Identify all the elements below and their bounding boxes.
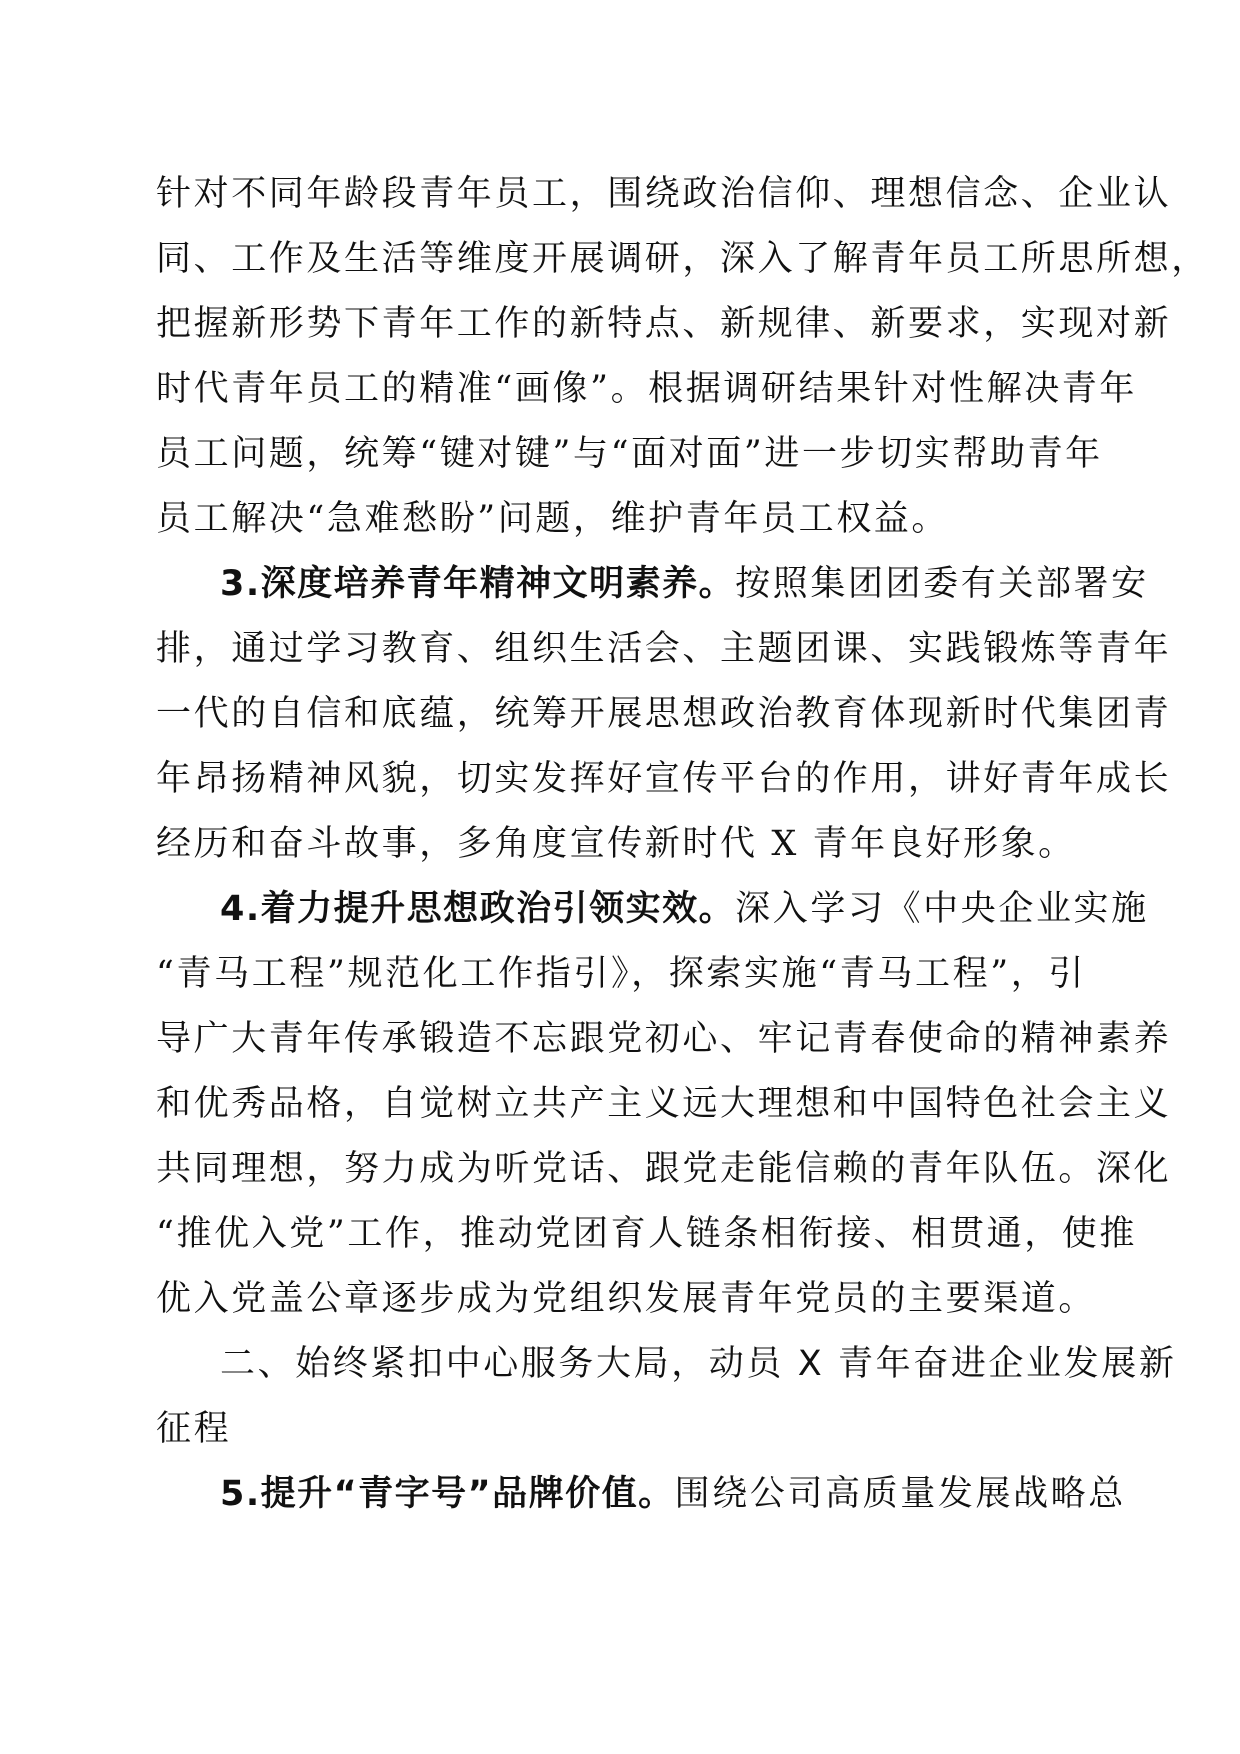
section-heading: 二、始终紧扣中心服务大局，动员 X 青年奋进企业发展新 [220,1344,1177,1384]
item-5-first-line-text: 围绕公司高质量发展战略总 [674,1474,1126,1514]
paragraph-line: 同、工作及生活等维度开展调研，深入了解青年员工所思所想， [156,239,1209,279]
section-heading-continued: 征程 [156,1409,232,1449]
paragraph-line: 员工问题，统筹“键对键”与“面对面”进一步切实帮助青年 [156,434,1103,474]
paragraph-line: 针对不同年龄段青年员工，围绕政治信仰、理想信念、企业认 [156,174,1172,214]
paragraph-line: 员工解决“急难愁盼”问题，维护青年员工权益。 [156,499,949,539]
item-3-title: 3.深度培养青年精神文明素养。 [220,564,736,604]
paragraph-line: 把握新形势下青年工作的新特点、新规律、新要求，实现对新 [156,304,1172,344]
paragraph-line: 经历和奋斗故事，多角度宣传新时代 X 青年良好形象。 [156,824,1076,864]
paragraph-line: 排，通过学习教育、组织生活会、主题团课、实践锻炼等青年 [156,629,1172,669]
paragraph-line: 和优秀品格，自觉树立共产主义远大理想和中国特色社会主义 [156,1084,1172,1124]
paragraph-line: 优入党盖公章逐步成为党组织发展青年党员的主要渠道。 [156,1279,1097,1319]
paragraph-line: 时代青年员工的精准“画像”。根据调研结果针对性解决青年 [156,369,1137,409]
item-3-first-line [220,562,1149,606]
paragraph-line: 一代的自信和底蕴，统筹开展思想政治教育体现新时代集团青 [156,694,1172,734]
item-5-first-line [220,1472,1126,1516]
paragraph-line: “青马工程”规范化工作指引》，探索实施“青马工程”，引 [156,954,1086,994]
item-5-title: 5.提升“青字号”品牌价值。 [220,1474,675,1514]
paragraph-line: 年昂扬精神风貌，切实发挥好宣传平台的作用，讲好青年成长 [156,759,1172,799]
item-4-first-line [220,887,1149,931]
item-4-first-line-text: 深入学习《中央企业实施 [735,889,1149,929]
paragraph-line: 共同理想，努力成为听党话、跟党走能信赖的青年队伍。深化 [156,1149,1172,1189]
paragraph-line: 导广大青年传承锻造不忘跟党初心、牢记青春使命的精神素养 [156,1019,1172,1059]
item-3-first-line-text: 按照集团团委有关部署安 [735,564,1149,604]
paragraph-line: “推优入党”工作，推动党团育人链条相衔接、相贯通，使推 [156,1214,1137,1254]
item-4-title: 4.着力提升思想政治引领实效。 [220,889,736,929]
